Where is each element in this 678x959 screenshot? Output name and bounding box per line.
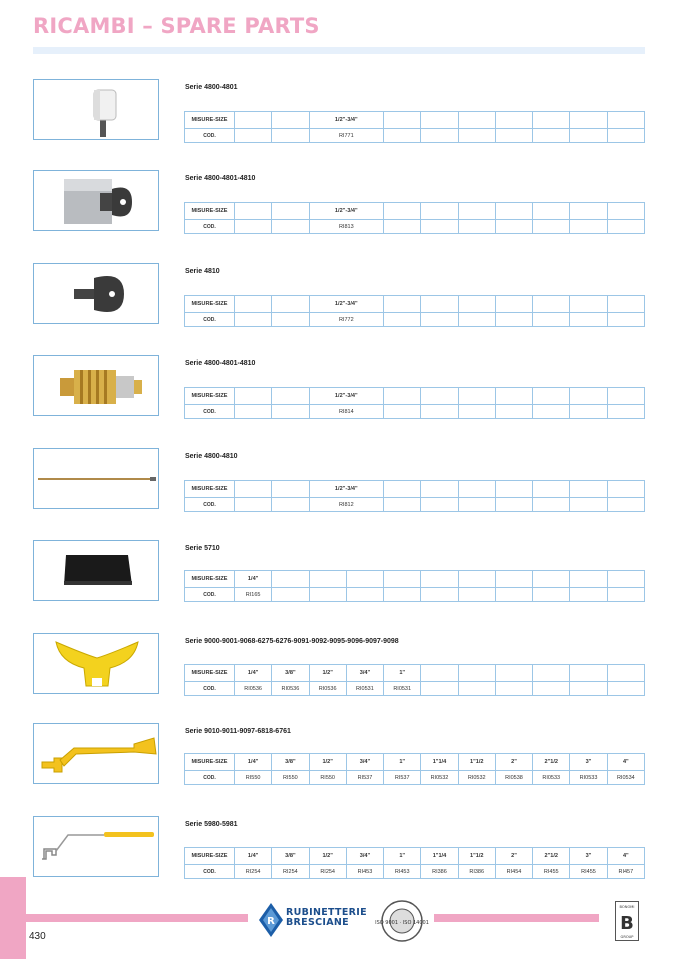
code-cell	[272, 129, 309, 143]
code-cell	[421, 313, 458, 327]
code-cell: RI0536	[272, 682, 309, 696]
code-cell	[533, 682, 570, 696]
brand-diamond-icon	[258, 902, 284, 938]
code-cell: RI0533	[570, 771, 607, 785]
size-cell: 3/4"	[346, 848, 383, 865]
size-cell: 3"	[570, 754, 607, 771]
size-cell: 1"1/2	[458, 754, 495, 771]
seal-text: ISO 9001 · ISO 14001	[375, 920, 429, 926]
size-cell: 1/4"	[235, 665, 272, 682]
size-cell: 1/2"	[309, 754, 346, 771]
product-image-4	[33, 448, 159, 509]
size-cell: 1/4"	[235, 571, 272, 588]
code-cell: RI0538	[495, 771, 532, 785]
size-cell: 1"	[384, 754, 421, 771]
size-cell	[421, 388, 458, 405]
stem-cap-icon	[34, 80, 160, 141]
code-row	[185, 220, 645, 234]
size-cell	[272, 388, 309, 405]
code-cell: RI386	[458, 865, 495, 879]
code-label: COD.	[185, 220, 235, 234]
code-cell	[458, 129, 495, 143]
size-cell: 3/8"	[272, 848, 309, 865]
size-cell	[495, 481, 532, 498]
code-cell	[272, 313, 309, 327]
product-image-7	[33, 723, 159, 784]
code-label: COD.	[185, 588, 235, 602]
code-cell	[495, 313, 532, 327]
spec-table-5	[184, 570, 645, 602]
code-cell: RI386	[421, 865, 458, 879]
size-cell: 1/4"	[235, 848, 272, 865]
code-cell	[421, 405, 458, 419]
code-cell	[458, 588, 495, 602]
size-cell: 3/8"	[272, 665, 309, 682]
code-cell	[384, 588, 421, 602]
size-cell	[570, 665, 607, 682]
code-cell	[458, 405, 495, 419]
size-cell	[384, 388, 421, 405]
size-row	[185, 112, 645, 129]
size-cell	[607, 203, 644, 220]
size-cell	[607, 665, 644, 682]
footer-bar-right	[434, 914, 599, 922]
size-cell: 3/4"	[346, 665, 383, 682]
size-cell: 1"	[384, 665, 421, 682]
code-cell	[458, 682, 495, 696]
cartridge-icon	[34, 356, 160, 417]
serie-title-4: Serie 4800-4810	[185, 453, 238, 460]
size-cell: 1/2"-3/4"	[309, 388, 384, 405]
product-image-6	[33, 633, 159, 694]
spec-table-7	[184, 753, 645, 785]
code-cell	[421, 682, 458, 696]
code-cell	[235, 405, 272, 419]
product-image-3	[33, 355, 159, 416]
size-cell	[458, 203, 495, 220]
code-cell	[272, 588, 309, 602]
code-cell	[421, 220, 458, 234]
code-cell	[607, 682, 644, 696]
size-cell	[421, 203, 458, 220]
key-cylinder-icon	[34, 171, 160, 232]
code-label: COD.	[185, 313, 235, 327]
size-cell	[272, 203, 309, 220]
size-cell	[570, 571, 607, 588]
size-cell	[346, 571, 383, 588]
size-label: MISURE-SIZE	[185, 296, 235, 313]
size-cell: 2"	[495, 754, 532, 771]
code-cell	[495, 498, 532, 512]
product-image-2	[33, 263, 159, 324]
size-cell	[533, 571, 570, 588]
size-cell	[384, 112, 421, 129]
code-cell	[533, 313, 570, 327]
code-cell	[272, 498, 309, 512]
code-cell: RI814	[309, 405, 384, 419]
code-cell: RI0536	[235, 682, 272, 696]
code-cell: RI0533	[533, 771, 570, 785]
size-cell: 1/2"	[309, 848, 346, 865]
code-cell: RI813	[309, 220, 384, 234]
brand-name	[286, 908, 367, 928]
code-cell	[570, 498, 607, 512]
code-row	[185, 129, 645, 143]
size-cell: 1/2"-3/4"	[309, 203, 384, 220]
size-cell	[495, 296, 532, 313]
code-cell	[570, 220, 607, 234]
code-cell	[384, 405, 421, 419]
size-cell	[607, 388, 644, 405]
size-cell	[458, 296, 495, 313]
code-cell	[607, 498, 644, 512]
size-cell	[421, 112, 458, 129]
size-cell	[570, 203, 607, 220]
code-cell	[495, 405, 532, 419]
product-image-1	[33, 170, 159, 231]
code-row	[185, 313, 645, 327]
size-cell	[235, 296, 272, 313]
size-cell	[607, 481, 644, 498]
code-cell	[309, 588, 346, 602]
size-cell	[533, 112, 570, 129]
code-cell: RI453	[384, 865, 421, 879]
size-cell: 3"	[570, 848, 607, 865]
code-cell: RI550	[309, 771, 346, 785]
code-row	[185, 588, 645, 602]
code-cell	[607, 588, 644, 602]
size-cell	[458, 481, 495, 498]
code-cell	[458, 313, 495, 327]
size-cell	[458, 665, 495, 682]
code-cell	[495, 588, 532, 602]
serie-title-2: Serie 4810	[185, 268, 220, 275]
size-cell	[533, 203, 570, 220]
code-cell	[570, 405, 607, 419]
serie-title-5: Serie 5710	[185, 545, 220, 552]
code-cell: RI453	[346, 865, 383, 879]
size-label: MISURE-SIZE	[185, 388, 235, 405]
code-cell: RI812	[309, 498, 384, 512]
code-label: COD.	[185, 498, 235, 512]
spec-table-3	[184, 387, 645, 419]
code-label: COD.	[185, 129, 235, 143]
size-cell	[421, 571, 458, 588]
product-image-0	[33, 79, 159, 140]
group-bottom-text: GROUP	[620, 935, 634, 939]
size-row	[185, 203, 645, 220]
code-cell: RI165	[235, 588, 272, 602]
code-row	[185, 771, 645, 785]
size-label: MISURE-SIZE	[185, 571, 235, 588]
code-cell: RI455	[533, 865, 570, 879]
serie-title-3: Serie 4800-4801-4810	[185, 360, 256, 367]
code-cell	[607, 220, 644, 234]
code-cell	[495, 220, 532, 234]
size-cell	[533, 388, 570, 405]
code-row	[185, 405, 645, 419]
size-cell	[607, 112, 644, 129]
size-label: MISURE-SIZE	[185, 203, 235, 220]
spec-table-4	[184, 480, 645, 512]
code-cell: RI537	[346, 771, 383, 785]
size-cell	[235, 481, 272, 498]
size-cell: 1/2"-3/4"	[309, 296, 384, 313]
size-row	[185, 571, 645, 588]
size-cell	[570, 388, 607, 405]
code-cell	[570, 682, 607, 696]
brand-logo	[258, 902, 370, 938]
code-cell: RI454	[495, 865, 532, 879]
code-cell	[272, 220, 309, 234]
code-cell	[533, 498, 570, 512]
size-cell	[421, 296, 458, 313]
code-cell	[570, 588, 607, 602]
code-cell	[421, 588, 458, 602]
code-cell	[346, 588, 383, 602]
size-cell: 1"1/4	[421, 754, 458, 771]
butterfly-handle-icon	[34, 634, 160, 695]
code-label: COD.	[185, 682, 235, 696]
lever-handle-icon	[34, 724, 160, 785]
size-cell	[533, 296, 570, 313]
spec-table-8	[184, 847, 645, 879]
size-row	[185, 754, 645, 771]
size-cell	[570, 112, 607, 129]
size-cell	[309, 571, 346, 588]
size-cell	[495, 112, 532, 129]
size-cell	[235, 388, 272, 405]
code-cell: RI550	[235, 771, 272, 785]
code-cell: RI254	[272, 865, 309, 879]
size-cell: 2"1/2	[533, 848, 570, 865]
serie-title-7: Serie 9010-9011-9097-6818-6761	[185, 728, 291, 735]
handle-cap-icon	[34, 541, 160, 602]
size-cell	[458, 571, 495, 588]
size-cell	[384, 296, 421, 313]
code-row	[185, 865, 645, 879]
page-corner-block	[0, 877, 26, 959]
size-cell: 4"	[607, 754, 644, 771]
size-cell: 1/2"	[309, 665, 346, 682]
size-label: MISURE-SIZE	[185, 481, 235, 498]
code-cell	[533, 588, 570, 602]
code-cell	[384, 498, 421, 512]
page-number: 430	[29, 931, 46, 942]
size-cell: 1/2"-3/4"	[309, 481, 384, 498]
code-cell: RI0534	[607, 771, 644, 785]
size-cell	[533, 481, 570, 498]
product-image-8	[33, 816, 159, 877]
size-cell	[384, 571, 421, 588]
spec-table-1	[184, 202, 645, 234]
code-cell: RI550	[272, 771, 309, 785]
size-cell: 2"1/2	[533, 754, 570, 771]
code-cell	[235, 498, 272, 512]
size-cell	[384, 481, 421, 498]
brand-line-2: BRESCIANE	[286, 917, 349, 928]
size-label: MISURE-SIZE	[185, 112, 235, 129]
code-cell: RI254	[235, 865, 272, 879]
code-cell: RI0532	[458, 771, 495, 785]
group-logo-icon	[615, 901, 639, 941]
code-cell	[570, 129, 607, 143]
group-top-text: BONOMI	[619, 905, 635, 909]
spec-table-6	[184, 664, 645, 696]
size-cell: 1"1/4	[421, 848, 458, 865]
code-cell	[607, 405, 644, 419]
page-title: RICAMBI – SPARE PARTS	[33, 14, 320, 38]
product-image-5	[33, 540, 159, 601]
key-icon	[34, 264, 160, 325]
size-cell	[272, 571, 309, 588]
code-cell	[607, 313, 644, 327]
code-label: COD.	[185, 865, 235, 879]
brand-line-1: RUBINETTERIE	[286, 907, 367, 918]
code-cell	[533, 220, 570, 234]
code-cell	[235, 129, 272, 143]
size-cell	[384, 203, 421, 220]
rod-icon	[34, 449, 160, 510]
spec-table-2	[184, 295, 645, 327]
code-cell	[495, 129, 532, 143]
size-cell	[272, 112, 309, 129]
code-cell: RI537	[384, 771, 421, 785]
code-cell	[458, 498, 495, 512]
code-cell	[458, 220, 495, 234]
size-cell	[495, 665, 532, 682]
size-cell	[458, 112, 495, 129]
size-cell: 2"	[495, 848, 532, 865]
size-cell	[235, 203, 272, 220]
code-cell	[495, 682, 532, 696]
size-cell	[272, 296, 309, 313]
code-cell	[384, 220, 421, 234]
code-cell	[272, 405, 309, 419]
size-cell	[495, 203, 532, 220]
code-cell	[607, 129, 644, 143]
code-cell: RI0531	[346, 682, 383, 696]
size-row	[185, 481, 645, 498]
footer-bar-left	[26, 914, 248, 922]
code-label: COD.	[185, 771, 235, 785]
group-letter: B	[620, 913, 634, 934]
code-cell	[421, 129, 458, 143]
code-cell: RI457	[607, 865, 644, 879]
size-cell	[570, 296, 607, 313]
iso-seal-icon	[375, 899, 429, 943]
code-cell	[421, 498, 458, 512]
svg-text:R: R	[267, 916, 275, 927]
size-cell: 4"	[607, 848, 644, 865]
serie-title-0: Serie 4800-4801	[185, 84, 238, 91]
code-cell: RI0532	[421, 771, 458, 785]
spec-table-0	[184, 111, 645, 143]
header-divider	[33, 47, 645, 54]
size-cell: 1"1/2	[458, 848, 495, 865]
code-cell	[533, 129, 570, 143]
size-cell	[607, 571, 644, 588]
code-cell: RI771	[309, 129, 384, 143]
code-cell	[570, 313, 607, 327]
size-row	[185, 296, 645, 313]
code-cell	[235, 313, 272, 327]
code-row	[185, 498, 645, 512]
size-label: MISURE-SIZE	[185, 848, 235, 865]
size-row	[185, 848, 645, 865]
code-cell: RI772	[309, 313, 384, 327]
size-row	[185, 388, 645, 405]
serie-title-6: Serie 9000-9001-9068-6275-6276-9091-9092-9095-9096-9097-9098	[185, 638, 399, 645]
size-cell	[495, 388, 532, 405]
code-cell: RI455	[570, 865, 607, 879]
size-cell: 3/4"	[346, 754, 383, 771]
size-cell	[421, 665, 458, 682]
code-row	[185, 682, 645, 696]
size-cell: 3/8"	[272, 754, 309, 771]
code-cell	[533, 405, 570, 419]
code-cell: RI0536	[309, 682, 346, 696]
wrench-handle-icon	[34, 817, 160, 878]
size-cell: 1/4"	[235, 754, 272, 771]
size-cell: 1"	[384, 848, 421, 865]
size-label: MISURE-SIZE	[185, 665, 235, 682]
code-cell: RI254	[309, 865, 346, 879]
size-label: MISURE-SIZE	[185, 754, 235, 771]
size-cell	[570, 481, 607, 498]
size-cell	[235, 112, 272, 129]
code-cell	[384, 129, 421, 143]
size-cell	[421, 481, 458, 498]
serie-title-8: Serie 5980-5981	[185, 821, 238, 828]
code-cell	[235, 220, 272, 234]
size-cell	[458, 388, 495, 405]
size-cell	[607, 296, 644, 313]
size-cell	[533, 665, 570, 682]
size-cell	[272, 481, 309, 498]
size-cell	[495, 571, 532, 588]
serie-title-1: Serie 4800-4801-4810	[185, 175, 256, 182]
code-cell	[384, 313, 421, 327]
code-label: COD.	[185, 405, 235, 419]
code-cell: RI0531	[384, 682, 421, 696]
size-cell: 1/2"-3/4"	[309, 112, 384, 129]
size-row	[185, 665, 645, 682]
